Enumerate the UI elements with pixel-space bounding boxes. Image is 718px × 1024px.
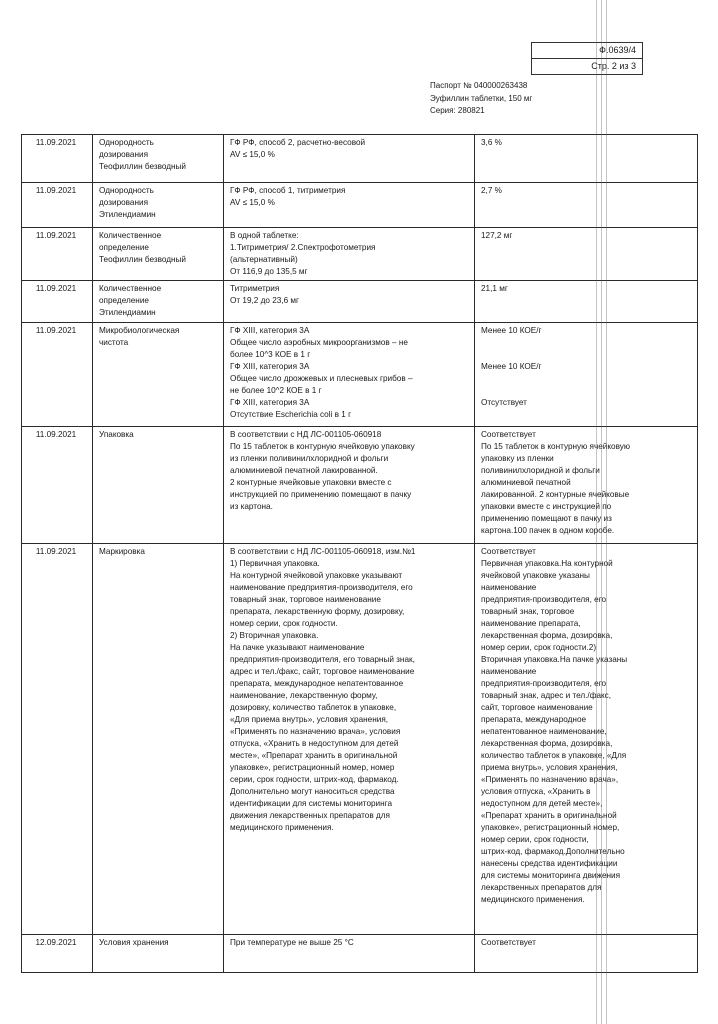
series-number: Серия: 280821 <box>430 106 485 115</box>
parameter-cell: Условия хранения <box>93 935 224 973</box>
date-cell: 11.09.2021 <box>22 323 93 427</box>
method-cell: В одной таблетке: 1.Титриметрия/ 2.Спектрофотометрия (альтернативный) От 116,9 до 135,5 мг <box>224 228 475 281</box>
date-cell: 11.09.2021 <box>22 544 93 935</box>
date-cell: 11.09.2021 <box>22 228 93 281</box>
method-cell: Титриметрия От 19,2 до 23,6 мг <box>224 281 475 323</box>
result-cell: 127,2 мг <box>475 228 698 281</box>
date-cell: 11.09.2021 <box>22 135 93 183</box>
method-cell: При температуре не выше 25 °С <box>224 935 475 973</box>
result-cell: Менее 10 КОЕ/г Менее 10 КОЕ/г Отсутствует <box>475 323 698 427</box>
method-cell: В соответствии с НД ЛС-001105-060918, изм.№1 1) Первичная упаковка. На контурной ячейковой упаковке указывают наименование предприятия-производителя, его товарный знак, торговое наименование препарата, лекарственную форму, дозировку, номер серии, срок годности. 2) Вторичная упаковка. На пачке указывают наименование предприятия-производителя, его товарный знак, адрес и тел./факс, сайт, торговое наименование препарата, международное непатентованное наименование, лекарственную форму, дозировку, количество таблеток в упаковке, «Для приема внутрь», условия хранения, «Применять по назначению врача», условия отпуска, «Хранить в недоступном для детей месте», «Препарат хранить в оригинальной упаковке», регистрационный номер, номер серии, срок годности, штрих-код, фармакод. Дополнительно могут наноситься средства идентификации для системы мониторинга движения лекарственных препаратов для медицинского применения. <box>224 544 475 935</box>
result-cell: Соответствует Первичная упаковка.На контурной ячейковой упаковке указаны наименование предприятия-производителя, его товарный знак, торговое наименование препарата, лекарственная форма, дозировка, номер серии, срок годности.2) Вторичная упаковка.На пачке указаны наименование предприятия-производителя, его товарный знак, адрес и тел./факс, сайт, торговое наименование препарата, международное непатентованное наименование, лекарственная форма, дозировка, количество таблеток в упаковке, «Для приема внутрь», условия хранения, «Применять по назначению врача», условия отпуска, «Хранить в недоступном для детей месте», «Препарат хранить в оригинальной упаковке», регистрационный номер, номер серии, срок годности, штрих-код, фармакод.Дополнительно нанесены средства идентификации для системы мониторинга движения лекарственных препаратов для медицинского применения. <box>475 544 698 935</box>
date-cell: 12.09.2021 <box>22 935 93 973</box>
product-name: Эуфиллин таблетки, 150 мг <box>430 93 533 103</box>
parameter-cell: Количественное определение Теофиллин безводный <box>93 228 224 281</box>
result-cell: 3,6 % <box>475 135 698 183</box>
date-cell: 11.09.2021 <box>22 427 93 544</box>
date-cell: 11.09.2021 <box>22 183 93 228</box>
passport-header <box>430 80 532 118</box>
scan-artifact-line <box>606 0 607 1024</box>
parameter-cell: Однородность дозирования Теофиллин безводный <box>93 135 224 183</box>
result-cell: Соответствует По 15 таблеток в контурную ячейковую упаковку из пленки поливинилхлоридной и фольги алюминиевой печатной лакированной. 2 контурные ячейковые упаковки вместе с инструкцией по применению помещают в пачку из картона.100 пачек в одном коробе. <box>475 427 698 544</box>
result-cell: 2,7 % <box>475 183 698 228</box>
parameter-cell: Маркировка <box>93 544 224 935</box>
parameter-cell: Количественное определение Этилендиамин <box>93 281 224 323</box>
method-cell: В соответствии с НД ЛС-001105-060918 По 15 таблеток в контурную ячейковую упаковку из пленки поливинилхлоридной и фольги алюминиевой печатной лакированной. 2 контурные ячейковые упаковки вместе с инструкцией по применению помещают в пачку из картона. <box>224 427 475 544</box>
method-cell: ГФ XIII, категория 3А Общее число аэробных микроорганизмов – не более 10^3 КОЕ в 1 г ГФ XIII, категория 3А Общее число дрожжевых и плесневых грибов – не более 10^2 КОЕ в 1 г ГФ XIII, категория 3А Отсутствие Escherichia coli в 1 г <box>224 323 475 427</box>
parameter-cell: Однородность дозирования Этилендиамин <box>93 183 224 228</box>
result-cell: Соответствует <box>475 935 698 973</box>
parameter-cell: Упаковка <box>93 427 224 544</box>
date-cell: 11.09.2021 <box>22 281 93 323</box>
form-code-box <box>531 42 643 75</box>
form-code: Ф.0639/4 <box>599 45 636 55</box>
scan-artifact-line <box>601 0 602 1024</box>
page-number: Стр. 2 из 3 <box>532 58 642 74</box>
result-cell: 21,1 мг <box>475 281 698 323</box>
parameter-cell: Микробиологическая чистота <box>93 323 224 427</box>
passport-number: Паспорт № 040000263438 <box>430 81 528 90</box>
method-cell: ГФ РФ, способ 1, титриметрия AV ≤ 15,0 % <box>224 183 475 228</box>
method-cell: ГФ РФ, способ 2, расчетно-весовой AV ≤ 15,0 % <box>224 135 475 183</box>
scan-artifact-line <box>596 0 597 1024</box>
